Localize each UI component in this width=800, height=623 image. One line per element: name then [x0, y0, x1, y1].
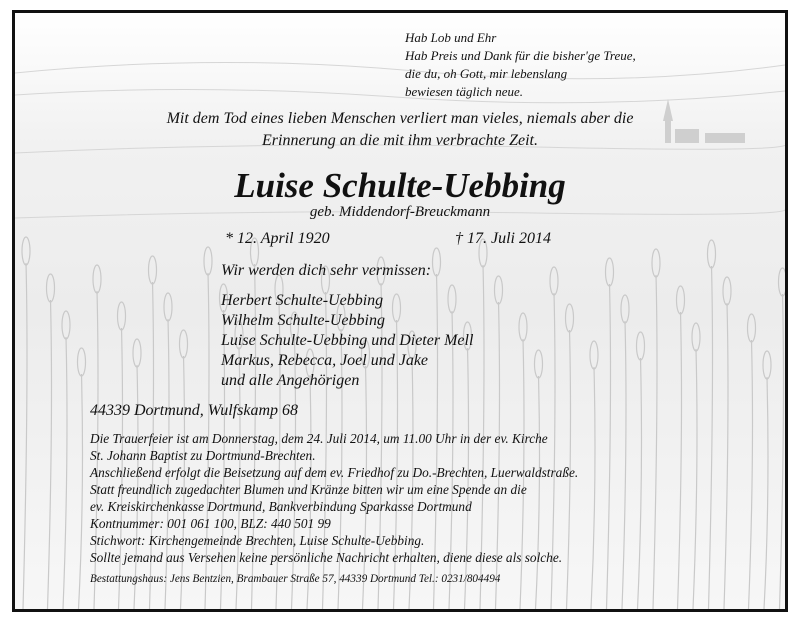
note-line: Stichwort: Kirchengemeinde Brechten, Luise Schulte-Uebbing.	[90, 533, 425, 548]
mourners-list	[221, 291, 473, 391]
mourner: und alle Angehörigen	[221, 372, 360, 389]
note-line: ev. Kreiskirchenkasse Dortmund, Bankverbindung Sparkasse Dortmund	[90, 499, 472, 514]
funeral-home-info: Bestattungshaus: Jens Bentzien, Brambauer Straße 57, 44339 Dortmund Tel.: 0231/804494	[90, 573, 501, 585]
quote-line: Erinnerung an die mit ihm verbrachte Zeit.	[262, 132, 538, 149]
birth-date: * 12. April 1920	[225, 230, 330, 247]
verse-line: Hab Lob und Ehr	[405, 30, 497, 45]
memorial-quote	[15, 108, 785, 152]
note-line: Die Trauerfeier ist am Donnerstag, dem 24. Juli 2014, um 11.00 Uhr in der ev. Kirche	[90, 431, 548, 446]
deceased-name: Luise Schulte-Uebbing	[234, 166, 566, 205]
death-date: † 17. Juli 2014	[455, 230, 551, 247]
farewell-line: Wir werden dich sehr vermissen:	[221, 262, 432, 279]
funeral-notes	[90, 430, 578, 566]
note-line: Sollte jemand aus Versehen keine persönliche Nachricht erhalten, diene diese als solche.	[90, 550, 563, 565]
quote-line: Mit dem Tod eines lieben Menschen verliert man vieles, niemals aber die	[166, 110, 634, 127]
obituary-card	[12, 10, 788, 612]
note-line: Kontnummer: 001 061 100, BLZ: 440 501 99	[90, 516, 331, 531]
note-line: St. Johann Baptist zu Dortmund-Brechten.	[90, 448, 316, 463]
verse-line: bewiesen täglich neue.	[405, 84, 524, 99]
verse-line: Hab Preis und Dank für die bisher'ge Treue,	[405, 48, 636, 63]
note-line: Anschließend erfolgt die Beisetzung auf dem ev. Friedhof zu Do.-Brechten, Luerwaldstraße.	[90, 465, 579, 480]
maiden-name: geb. Middendorf-Breuckmann	[309, 204, 491, 220]
hymn-verse	[405, 29, 636, 101]
family-address: 44339 Dortmund, Wulfskamp 68	[90, 402, 298, 419]
note-line: Statt freundlich zugedachter Blumen und Kränze bitten wir um eine Spende an die	[90, 482, 527, 497]
verse-line: die du, oh Gott, mir lebenslang	[405, 66, 568, 81]
mourner: Markus, Rebecca, Joel und Jake	[221, 352, 429, 369]
mourner: Wilhelm Schulte-Uebbing	[221, 312, 385, 329]
mourner: Herbert Schulte-Uebbing	[221, 292, 384, 309]
mourner: Luise Schulte-Uebbing und Dieter Mell	[221, 332, 474, 349]
